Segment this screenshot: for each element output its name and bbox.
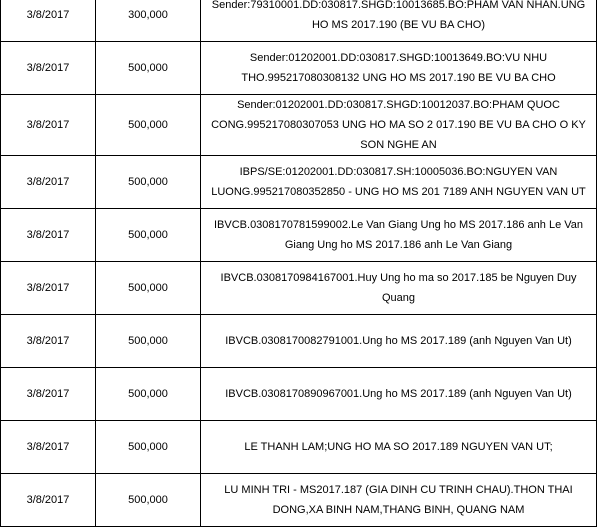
table-row: [1, 95, 597, 156]
amount-cell: 500,000: [96, 42, 201, 95]
table-row: [1, 209, 597, 262]
amount-cell: 500,000: [96, 209, 201, 262]
date-cell: 3/8/2017: [1, 368, 96, 421]
table-row: [1, 42, 597, 95]
amount-cell: 500,000: [96, 262, 201, 315]
amount-cell: 500,000: [96, 315, 201, 368]
description-cell: IBVCB.0308170890967001.Ung ho MS 2017.189 (anh Nguyen Van Ut): [201, 368, 597, 421]
description-cell: IBPS/SE:01202001.DD:030817.SH:10005036.BO:NGUYEN VAN LUONG.995217080352850 - UNG HO MS 201 7189 ANH NGUYEN VAN UT: [201, 156, 597, 209]
date-cell: 3/8/2017: [1, 262, 96, 315]
table-row: [1, 368, 597, 421]
date-cell: 3/8/2017: [1, 95, 96, 156]
table-row: [1, 474, 597, 527]
date-cell: 3/8/2017: [1, 209, 96, 262]
description-cell: Sender:79310001.DD:030817.SHGD:10013685.BO:PHAM VAN NHAN.UNG HO MS 2017.190 (BE VU BA CHO): [201, 0, 597, 42]
date-cell: 3/8/2017: [1, 421, 96, 474]
table-row: [1, 315, 597, 368]
description-cell: LE THANH LAM;UNG HO MA SO 2017.189 NGUYEN VAN UT;: [201, 421, 597, 474]
description-cell: LU MINH TRI - MS2017.187 (GIA DINH CU TRINH CHAU).THON THAI DONG,XA BINH NAM,THANG BINH, QUANG NAM: [201, 474, 597, 527]
amount-cell: 300,000: [96, 0, 201, 42]
amount-cell: 500,000: [96, 368, 201, 421]
table-row: [1, 0, 597, 42]
table-row: [1, 421, 597, 474]
date-cell: 3/8/2017: [1, 474, 96, 527]
table-row: [1, 262, 597, 315]
amount-cell: 500,000: [96, 474, 201, 527]
amount-cell: 500,000: [96, 421, 201, 474]
description-cell: IBVCB.0308170984167001.Huy Ung ho ma so 2017.185 be Nguyen Duy Quang: [201, 262, 597, 315]
date-cell: 3/8/2017: [1, 42, 96, 95]
amount-cell: 500,000: [96, 156, 201, 209]
description-cell: Sender:01202001.DD:030817.SHGD:10012037.BO:PHAM QUOC CONG.995217080307053 UNG HO MA SO 2 017.190 BE VU BA CHO O KY SON NGHE AN: [201, 95, 597, 156]
table-row: [1, 156, 597, 209]
date-cell: 3/8/2017: [1, 156, 96, 209]
description-cell: Sender:01202001.DD:030817.SHGD:10013649.BO:VU NHU THO.995217080308132 UNG HO MS 2017.190 BE VU BA CHO: [201, 42, 597, 95]
amount-cell: 500,000: [96, 95, 201, 156]
date-cell: 3/8/2017: [1, 315, 96, 368]
date-cell: 3/8/2017: [1, 0, 96, 42]
description-cell: IBVCB.0308170082791001.Ung ho MS 2017.189 (anh Nguyen Van Ut): [201, 315, 597, 368]
description-cell: IBVCB.0308170781599002.Le Van Giang Ung ho MS 2017.186 anh Le Van Giang Ung ho MS 2017.186 anh Le Van Giang: [201, 209, 597, 262]
